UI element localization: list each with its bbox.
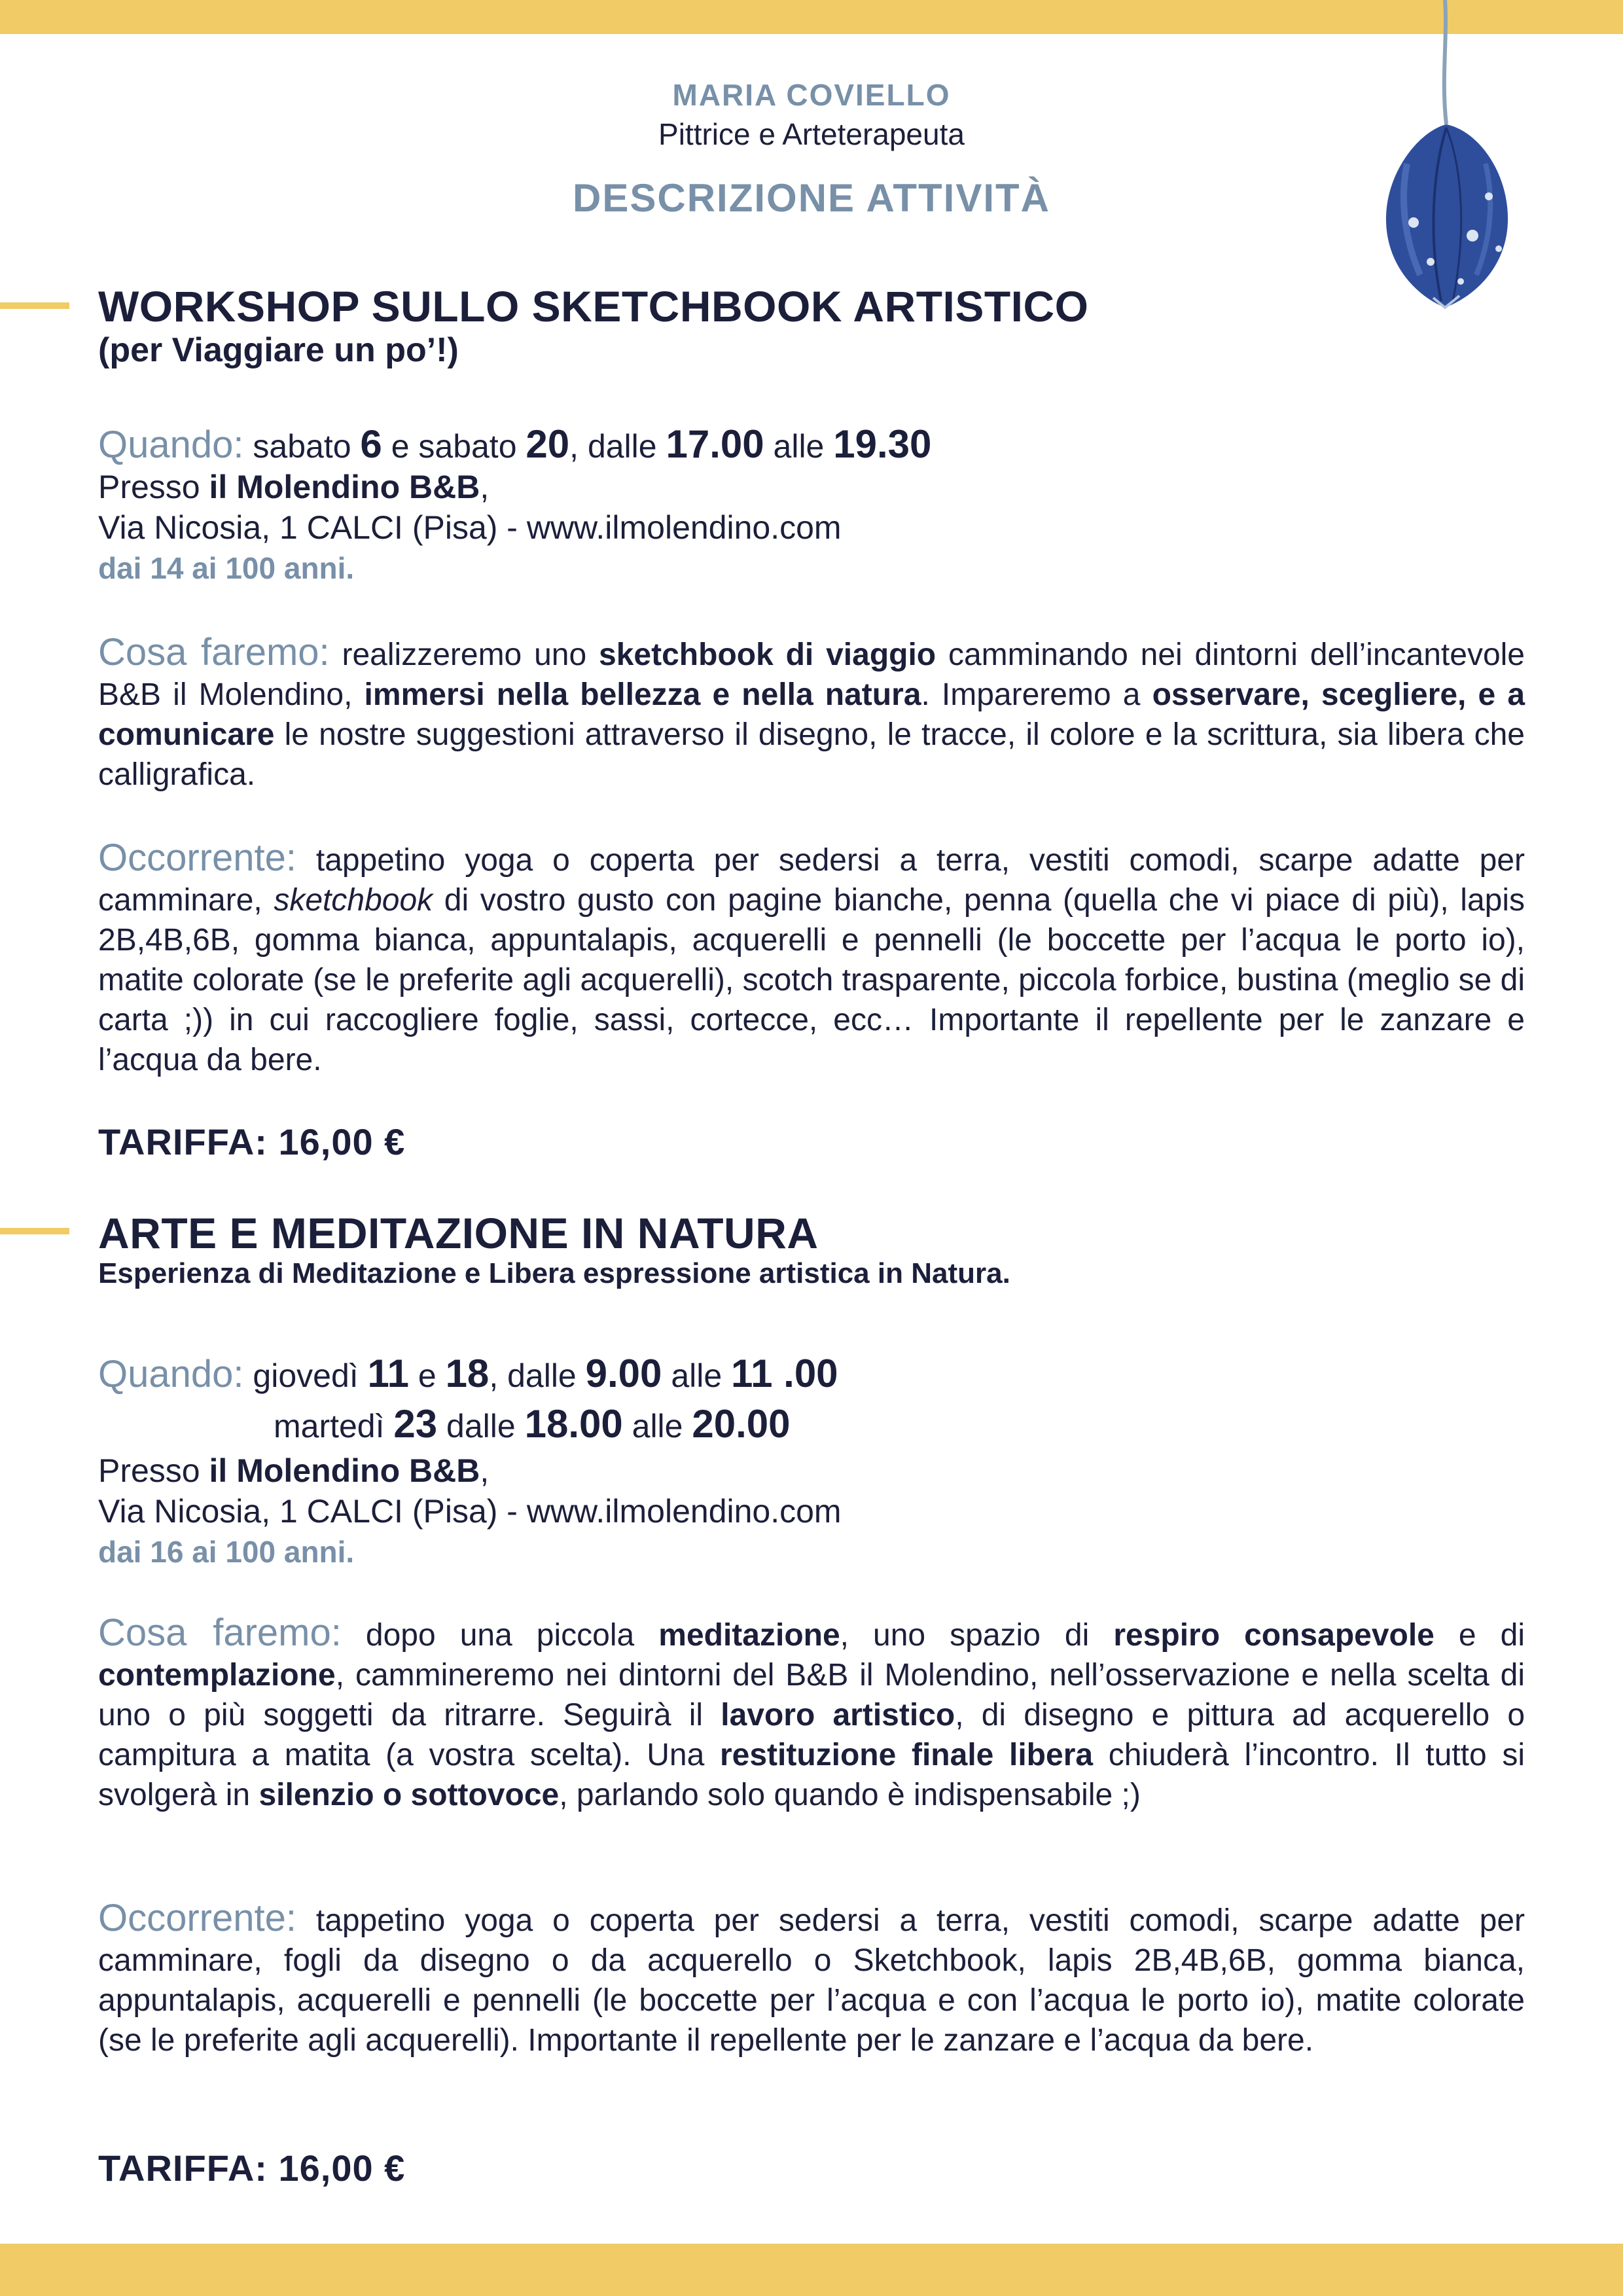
what-text: camminando nei dintorni dell’incantevole B&B il Molendino, [98,637,1525,712]
meditation-venue [98,1450,1525,1491]
workshop-when [98,424,1525,467]
what-text: realizzeremo uno [329,637,599,672]
meditation-when-second [98,1400,1525,1450]
workshop-what [98,632,1525,795]
what-text: , di disegno e pittura ad acquerello o campitura a matita (a vostra scelta). Una [98,1698,1525,1772]
when-time: 11 .00 [731,1352,838,1395]
when-text: alle [662,1357,732,1394]
when-text: alle [764,428,834,465]
when-time: 19.30 [833,422,932,466]
what-text: . Impareremo a [921,677,1152,712]
when-text: e sabato [382,428,526,465]
meditation-what [98,1613,1525,1815]
when-day: 6 [360,422,382,466]
when-text: dalle [437,1408,525,1444]
workshop-details [98,424,1525,588]
watercolor-blue-flower-bud-icon [1368,0,1538,314]
when-text: giovedì [243,1357,368,1394]
when-day: 23 [393,1402,438,1446]
page-title: DESCRIZIONE ATTIVITÀ [573,176,1050,220]
meditation-subtitle: Esperienza di Meditazione e Libera espressione artistica in Natura. [98,1257,1010,1289]
needed-text: tappetino yoga o coperta per sedersi a terra, vestiti comodi, scarpe adatte per camminare, fogli da disegno o da acquerello o Sketchbook, lapis 2B,4B,6B, gomma bianca, appuntalapis, acquerelli e pennelli (le boccette per l’acqua e con l’acqua le porto io), matite colorate (se le preferite agli acquerelli). Importante il repellente per le zanzare e l’acqua da bere. [98,1903,1525,2058]
needed-label: Occorrente: [98,1897,296,1939]
when-text: martedì [274,1408,394,1444]
meditation-details [98,1350,1525,1572]
what-highlight: respiro consapevole [1113,1618,1435,1653]
meditation-when [98,1350,1525,1400]
bottom-accent-band [0,2244,1623,2296]
when-text: , dalle [489,1357,586,1394]
meditation-address: Via Nicosia, 1 CALCI (Pisa) - www.ilmolendino.com [98,1493,842,1530]
when-label: Quando: [98,423,244,466]
what-text: chiuderà l’incontro. Il tutto si svolgerà in [98,1738,1525,1812]
what-highlight: restituzione finale libera [719,1738,1094,1772]
when-text: , dalle [569,428,666,465]
what-text: , cammineremo nei dintorni del B&B il Molendino, nell’osservazione e nella scelta di uno o più soggetti da ritrarre. Seguirà il [98,1658,1525,1732]
what-highlight: contemplazione [98,1658,336,1693]
what-highlight: sketchbook di viaggio [599,637,936,672]
needed-text: tappetino yoga o coperta per sedersi a terra, vestiti comodi, scarpe adatte per camminare, [98,843,1525,918]
what-text: le nostre suggestioni attraverso il disegno, le tracce, il colore e la scrittura, sia libera che calligrafica. [98,717,1525,792]
venue-prefix: Presso [98,1452,209,1489]
workshop-needed [98,838,1525,1080]
venue-prefix: Presso [98,469,209,505]
when-day: 11 [367,1352,409,1395]
what-text: dopo una piccola [341,1618,659,1653]
venue-suffix: , [480,1452,490,1489]
when-day: 18 [445,1352,490,1395]
venue-name: il Molendino B&B [209,1452,480,1489]
when-time: 9.00 [585,1352,662,1395]
what-highlight: silenzio o sottovoce [259,1778,560,1812]
what-text: , uno spazio di [840,1618,1114,1653]
what-text: e di [1434,1618,1525,1653]
when-text: alle [622,1408,692,1444]
workshop-title: WORKSHOP SULLO SKETCHBOOK ARTISTICO [98,282,1089,331]
what-highlight: osservare, scegliere, e a comunicare [98,677,1525,752]
meditation-section [98,1210,1525,1290]
what-highlight: meditazione [658,1618,840,1653]
what-highlight: lavoro artistico [721,1698,955,1732]
needed-italic: sketchbook [274,883,433,918]
workshop-address: Via Nicosia, 1 CALCI (Pisa) - www.ilmolendino.com [98,509,842,546]
when-time: 20.00 [692,1402,791,1446]
workshop-age: dai 14 ai 100 anni. [98,551,355,585]
when-time: 18.00 [524,1402,623,1446]
what-highlight: immersi nella bellezza e nella natura [364,677,921,712]
what-label: Cosa faremo: [98,1611,342,1654]
meditation-title: ARTE E MEDITAZIONE IN NATURA [98,1209,819,1257]
workshop-tariff: TARIFFA: 16,00 € [98,1121,406,1162]
author-role: Pittrice e Arteterapeuta [658,117,965,151]
when-text: e [408,1357,446,1394]
when-label: Quando: [98,1353,244,1395]
needed-text: di vostro gusto con pagine bianche, penna (quella che vi piace di più), lapis 2B,4B,6B, gomma bianca, appuntalapis, acquerelli e pennelli (le boccette per l’acqua le porto io), matite colorate (se le preferite agli acquerelli), scotch trasparente, piccola forbice, bustina (meglio se di carta ;)) in cui raccogliere foglie, sassi, cortecce, ecc… Importante il repellente per le zanzare e l’acqua da bere. [98,883,1525,1077]
what-label: Cosa faremo: [98,631,330,673]
what-text: , parlando solo quando è indispensabile ;) [559,1778,1141,1812]
when-time: 17.00 [666,422,764,466]
section-marker-workshop [0,302,69,309]
author-name: MARIA COVIELLO [672,78,951,112]
venue-suffix: , [480,469,490,505]
meditation-age: dai 16 ai 100 anni. [98,1535,355,1569]
venue-name: il Molendino B&B [209,469,480,505]
when-text: sabato [243,428,361,465]
needed-label: Occorrente: [98,836,296,879]
when-day: 20 [526,422,570,466]
meditation-tariff: TARIFFA: 16,00 € [98,2147,406,2189]
workshop-venue [98,467,1525,507]
meditation-needed [98,1898,1525,2060]
workshop-subtitle: (per Viaggiare un po’!) [98,331,459,369]
workshop-section [98,283,1525,370]
section-marker-meditation [0,1228,69,1234]
